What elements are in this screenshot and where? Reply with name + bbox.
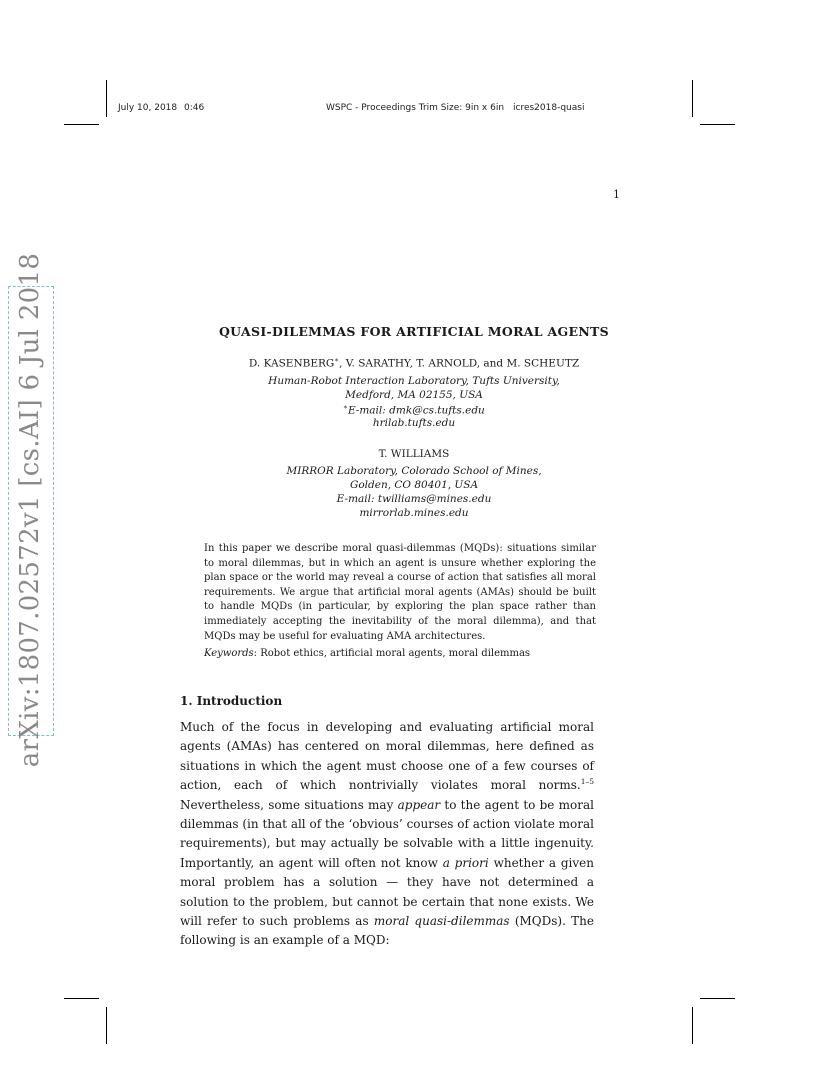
body-emph-apriori: a priori (442, 855, 489, 870)
affiliation-1-line-2: Medford, MA 02155, USA (345, 389, 483, 401)
author-first: D. KASENBERG (248, 357, 335, 370)
paper-title: QUASI-DILEMMAS FOR ARTIFICIAL MORAL AGENTS (218, 324, 609, 339)
arxiv-stamp: arXiv:1807.02572v1 [cs.AI] 6 Jul 2018 (15, 252, 45, 768)
authors-line-1 (0, 356, 828, 370)
crop-mark-bottom-left-h (64, 998, 99, 999)
body-text-2: Nevertheless, some situations may (180, 797, 398, 812)
crop-mark-top-left-h (64, 124, 99, 125)
body-text-1: Much of the focus in developing and evaluating artificial moral agents (AMAs) has centered on moral dilemmas, here defined as situations in which the agent must choose one of a few courses of action, each of which nontrivially violates moral norms. (180, 720, 594, 793)
header-date: July 10, 2018 (118, 103, 178, 113)
affiliation-2-line-1: MIRROR Laboratory, Colorado School of Mines, (286, 465, 542, 477)
author-rest: , V. SARATHY, T. ARNOLD, and M. SCHEUTZ (339, 357, 580, 370)
authors-line-2: T. WILLIAMS (378, 448, 450, 460)
affiliation-1-web: hrilab.tufts.edu (372, 417, 456, 429)
body-emph-mqd: moral quasi-dilemmas (373, 914, 510, 929)
email-mark: ∗ (343, 403, 348, 411)
crop-mark-top-right-h (700, 124, 735, 125)
body-emph-appear: appear (397, 797, 441, 812)
keywords-list: : Robot ethics, artificial moral agents, moral dilemmas (253, 648, 531, 659)
affiliation-1-email (0, 403, 828, 417)
body-text-4: whether a given moral problem has a solution — they have not determined a solution to the problem, but cannot be certain that none exists. We will refer to such problems as (180, 855, 594, 929)
crop-mark-bottom-left-v (106, 1007, 107, 1044)
crop-mark-top-left-v (106, 80, 107, 117)
affiliation-2-email: E-mail: twilliams@mines.edu (336, 493, 492, 505)
section-heading: 1. Introduction (180, 694, 283, 708)
keywords-label: Keywords (204, 648, 254, 659)
citation: 1–5 (580, 777, 594, 787)
crop-mark-bottom-right-h (700, 998, 735, 999)
author-mark: ∗ (334, 356, 340, 364)
keywords (204, 648, 604, 659)
page-number: 1 (613, 188, 620, 201)
body-paragraph (180, 718, 594, 951)
crop-mark-top-right-v (692, 80, 693, 117)
body-text-3: to the agent to be moral dilemmas (in that all of the ‘obvious’ courses of action violate moral requirements), but may actually be solvable with a little ingenuity. Importantly, an agent will often not know (180, 797, 594, 870)
header-filename: icres2018-quasi (513, 103, 585, 113)
body-text-5: (MQDs). The following is an example of a MQD: (180, 914, 594, 948)
affiliation-2-line-2: Golden, CO 80401, USA (349, 479, 479, 491)
header-time: 0:46 (184, 103, 205, 113)
email-1: E-mail: dmk@cs.tufts.edu (347, 404, 485, 417)
header-trim-size: WSPC - Proceedings Trim Size: 9in x 6in (326, 103, 505, 113)
crop-mark-bottom-right-v (692, 1007, 693, 1044)
abstract: In this paper we describe moral quasi-dilemmas (MQDs): situations similar to moral dilemmas, but in which an agent is unsure whether exploring the plan space or the world may reveal a course of action that satisfies all moral requirements. We argue that artificial moral agents (AMAs) should be built to handle MQDs (in particular, by exploring the plan space rather than immediately accepting the inevitability of the moral dilemma), and that MQDs may be useful for evaluating AMA architectures. (204, 543, 596, 642)
affiliation-2-web: mirrorlab.mines.edu (359, 507, 469, 519)
affiliation-1-line-1: Human-Robot Interaction Laboratory, Tufts University, (268, 375, 560, 387)
